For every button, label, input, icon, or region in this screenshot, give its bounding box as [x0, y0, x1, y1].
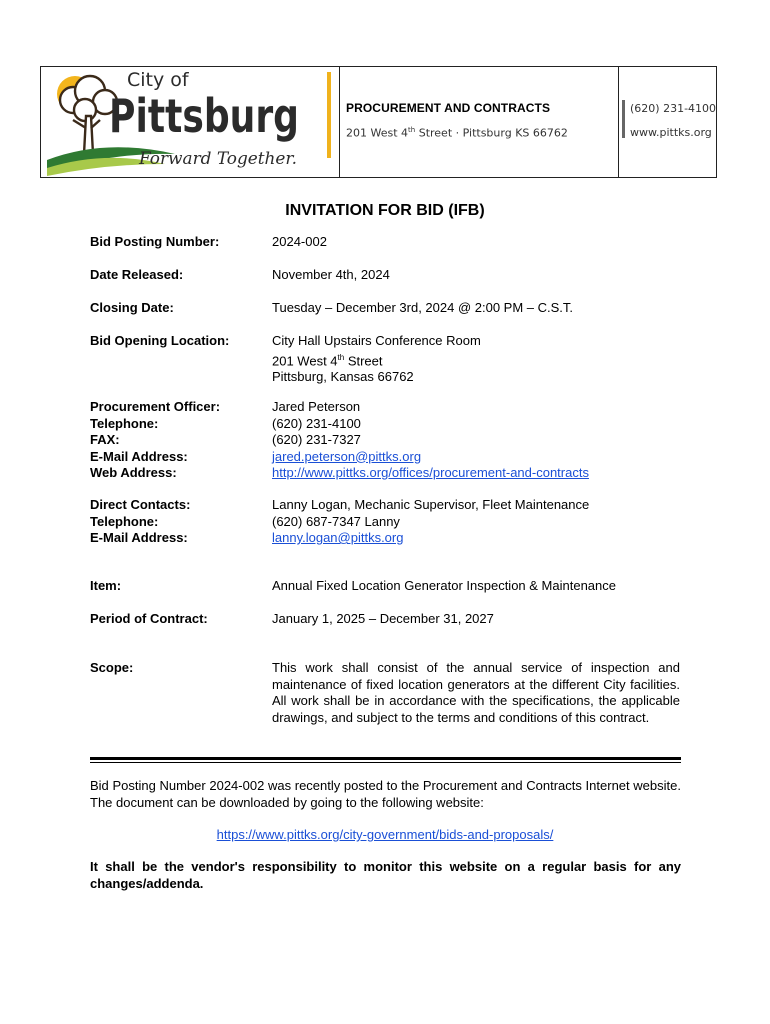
header-website: www.pittks.org: [630, 126, 712, 139]
opening-location-value: [272, 333, 481, 386]
date-released-label: Date Released:: [90, 267, 184, 282]
contract-period-value: January 1, 2025 – December 31, 2027: [272, 611, 494, 626]
officer-email-label: E-Mail Address:: [90, 448, 188, 464]
header-phone: (620) 231-4100: [630, 102, 717, 115]
city-of-pittsburg-logo: [45, 68, 303, 176]
svg-text:Pittsburg: Pittsburg: [109, 89, 299, 143]
closing-date-value: Tuesday – December 3rd, 2024 @ 2:00 PM – C.S.T.: [272, 300, 574, 315]
opening-location-street: 201 West 4th Street: [272, 352, 383, 368]
gold-accent-bar: [327, 72, 331, 158]
svg-text:City of: City of: [127, 69, 189, 91]
closing-date-label: Closing Date:: [90, 300, 174, 315]
opening-location-label: Bid Opening Location:: [90, 333, 230, 348]
grey-accent-bar: [622, 100, 625, 138]
officer-name: Jared Peterson: [272, 399, 361, 414]
procurement-officer-values: [272, 399, 589, 482]
direct-contact-email-link[interactable]: lanny.logan@pittks.org: [272, 530, 404, 545]
section-divider-thin: [90, 762, 681, 763]
direct-contacts-label: Direct Contacts:: [90, 497, 191, 512]
bid-number-value: 2024-002: [272, 234, 327, 249]
posting-notice-text: Bid Posting Number 2024-002 was recently posted to the Procurement and Contracts Internet website. The document can be downloaded by going to the following website:: [90, 778, 681, 810]
header-divider-left: [339, 66, 340, 178]
item-value: Annual Fixed Location Generator Inspection & Maintenance: [272, 578, 616, 593]
direct-email-label: E-Mail Address:: [90, 530, 188, 545]
officer-email-link[interactable]: jared.peterson@pittks.org: [272, 448, 422, 464]
section-divider-thick: [90, 757, 681, 760]
department-name: PROCUREMENT AND CONTRACTS: [346, 101, 551, 115]
contract-period-label: Period of Contract:: [90, 611, 208, 626]
date-released-value: November 4th, 2024: [272, 267, 390, 282]
vendor-responsibility-notice: It shall be the vendor's responsibility to monitor this website on a regular basis for any changes/addenda.: [90, 859, 681, 891]
opening-location-room: City Hall Upstairs Conference Room: [272, 333, 481, 348]
document-title: INVITATION FOR BID (IFB): [285, 202, 485, 219]
direct-contact-labels: [90, 497, 190, 547]
officer-web-link[interactable]: http://www.pittks.org/offices/procurement-and-contracts: [272, 465, 589, 480]
header-divider-right: [618, 66, 619, 178]
direct-contact-telephone: (620) 687-7347 Lanny: [272, 513, 400, 529]
department-address: 201 West 4th Street · Pittsburg KS 66762: [346, 126, 568, 140]
svg-text:Forward Together.: Forward Together.: [138, 149, 297, 169]
officer-web-label: Web Address:: [90, 465, 177, 480]
direct-telephone-label: Telephone:: [90, 513, 159, 529]
scope-label: Scope:: [90, 660, 134, 675]
procurement-officer-label: Procurement Officer:: [90, 399, 221, 414]
procurement-officer-labels: [90, 399, 220, 482]
direct-contact-values: [272, 497, 589, 547]
item-label: Item:: [90, 578, 122, 593]
direct-contact-name: Lanny Logan, Mechanic Supervisor, Fleet Maintenance: [272, 497, 590, 512]
scope-text: This work shall consist of the annual service of inspection and maintenance of fixed location generators at the different City facilities. All work shall be in accordance with the specifications, the applicable drawings, and subject to the terms and conditions of this contract.: [272, 660, 680, 725]
officer-telephone: (620) 231-4100: [272, 415, 361, 431]
bids-proposals-link[interactable]: https://www.pittks.org/city-government/bids-and-proposals/: [216, 827, 554, 842]
officer-telephone-label: Telephone:: [90, 415, 159, 431]
bid-number-label: Bid Posting Number:: [90, 234, 220, 249]
officer-fax-label: FAX:: [90, 432, 120, 447]
opening-location-city: Pittsburg, Kansas 66762: [272, 369, 414, 385]
officer-fax: (620) 231-7327: [272, 432, 361, 447]
